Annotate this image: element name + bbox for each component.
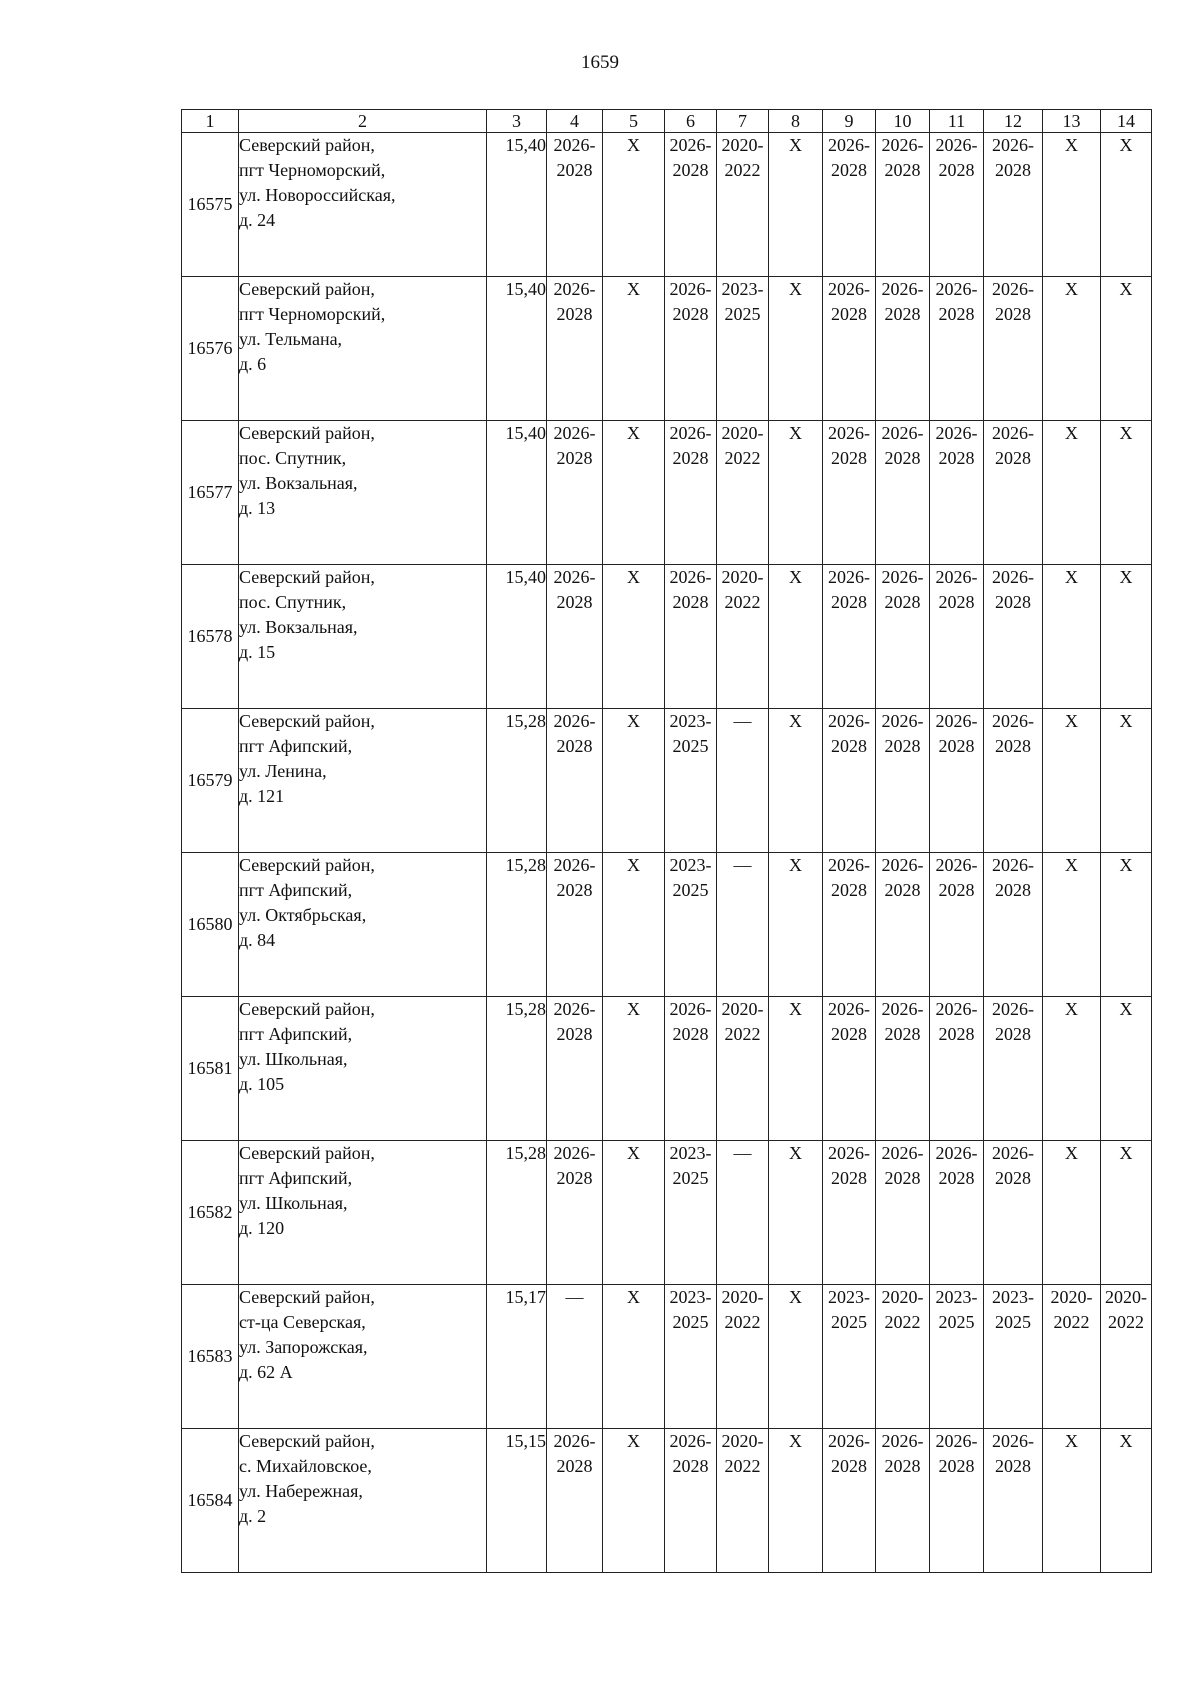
column-header-9: 9 — [823, 110, 876, 133]
cell-col-7: 2020- 2022 — [717, 421, 769, 565]
cell-col-5: X — [603, 421, 665, 565]
address-line: пос. Спутник, — [239, 592, 347, 612]
cell-col-10: 2026- 2028 — [876, 997, 930, 1141]
cell-col-8: X — [769, 709, 823, 853]
cell-col-10: 2020- 2022 — [876, 1285, 930, 1429]
cell-col-8: X — [769, 1429, 823, 1573]
cell-col-6: 2023- 2025 — [665, 853, 717, 997]
table-row — [182, 277, 1152, 421]
cell-col-4: — — [547, 1285, 603, 1429]
cell-col-13: X — [1043, 1429, 1101, 1573]
cell-col-4: 2026- 2028 — [547, 565, 603, 709]
cell-col-13: X — [1043, 277, 1101, 421]
cell-col-11: 2026- 2028 — [930, 1429, 984, 1573]
column-header-4: 4 — [547, 110, 603, 133]
cell-col-5: X — [603, 709, 665, 853]
cell-col-12: 2026- 2028 — [984, 133, 1043, 277]
address-line: Северский район, — [239, 135, 375, 155]
cell-col-8: X — [769, 421, 823, 565]
page-number: 1659 — [581, 52, 619, 73]
row-number: 16575 — [182, 133, 239, 277]
address-line: пгт Афипский, — [239, 1024, 353, 1044]
cell-col-10: 2026- 2028 — [876, 565, 930, 709]
cell-col-14: X — [1101, 1429, 1152, 1573]
cell-col-4: 2026- 2028 — [547, 277, 603, 421]
cell-col-12: 2026- 2028 — [984, 1429, 1043, 1573]
address-line: ул. Октябрьская, — [239, 905, 367, 925]
cell-col-5: X — [603, 133, 665, 277]
address-cell — [239, 565, 487, 709]
address-cell — [239, 421, 487, 565]
row-number: 16584 — [182, 1429, 239, 1573]
address-line: д. 62 А — [239, 1362, 293, 1382]
address-line: пгт Черноморский, — [239, 160, 386, 180]
column-header-5: 5 — [603, 110, 665, 133]
address-line: ст-ца Северская, — [239, 1312, 366, 1332]
cell-col-11: 2026- 2028 — [930, 277, 984, 421]
table-row — [182, 1429, 1152, 1573]
row-number: 16582 — [182, 1141, 239, 1285]
address-line: Северский район, — [239, 279, 375, 299]
address-line: Северский район, — [239, 423, 375, 443]
column-header-8: 8 — [769, 110, 823, 133]
cell-col-8: X — [769, 1141, 823, 1285]
cell-col-6: 2023- 2025 — [665, 1285, 717, 1429]
cell-col-13: X — [1043, 133, 1101, 277]
address-line: ул. Вокзальная, — [239, 473, 358, 493]
cell-col-4: 2026- 2028 — [547, 1141, 603, 1285]
cell-col-7: 2020- 2022 — [717, 997, 769, 1141]
table-row — [182, 421, 1152, 565]
cell-col-4: 2026- 2028 — [547, 133, 603, 277]
cell-col-3: 15,28 — [487, 1141, 547, 1285]
cell-col-3: 15,17 — [487, 1285, 547, 1429]
address-line: ул. Новороссийская, — [239, 185, 396, 205]
cell-col-11: 2023- 2025 — [930, 1285, 984, 1429]
address-line: Северский район, — [239, 1431, 375, 1451]
cell-col-6: 2023- 2025 — [665, 1141, 717, 1285]
cell-col-8: X — [769, 277, 823, 421]
cell-col-10: 2026- 2028 — [876, 709, 930, 853]
cell-col-6: 2026- 2028 — [665, 1429, 717, 1573]
cell-col-9: 2026- 2028 — [823, 565, 876, 709]
table-row — [182, 133, 1152, 277]
cell-col-10: 2026- 2028 — [876, 421, 930, 565]
cell-col-11: 2026- 2028 — [930, 565, 984, 709]
cell-col-9: 2026- 2028 — [823, 1429, 876, 1573]
cell-col-5: X — [603, 1141, 665, 1285]
cell-col-10: 2026- 2028 — [876, 853, 930, 997]
table-row — [182, 565, 1152, 709]
address-line: ул. Ленина, — [239, 761, 327, 781]
cell-col-9: 2026- 2028 — [823, 133, 876, 277]
cell-col-7: 2020- 2022 — [717, 133, 769, 277]
cell-col-14: 2020- 2022 — [1101, 1285, 1152, 1429]
cell-col-11: 2026- 2028 — [930, 1141, 984, 1285]
cell-col-14: X — [1101, 1141, 1152, 1285]
cell-col-7: 2020- 2022 — [717, 565, 769, 709]
cell-col-13: X — [1043, 1141, 1101, 1285]
table-row — [182, 997, 1152, 1141]
cell-col-7: — — [717, 853, 769, 997]
cell-col-9: 2026- 2028 — [823, 997, 876, 1141]
column-header-2: 2 — [239, 110, 487, 133]
row-number: 16579 — [182, 709, 239, 853]
cell-col-3: 15,40 — [487, 277, 547, 421]
cell-col-8: X — [769, 997, 823, 1141]
cell-col-3: 15,28 — [487, 853, 547, 997]
column-header-10: 10 — [876, 110, 930, 133]
address-cell — [239, 277, 487, 421]
cell-col-5: X — [603, 1285, 665, 1429]
address-line: пгт Афипский, — [239, 1168, 353, 1188]
cell-col-14: X — [1101, 565, 1152, 709]
column-header-13: 13 — [1043, 110, 1101, 133]
cell-col-9: 2026- 2028 — [823, 709, 876, 853]
cell-col-10: 2026- 2028 — [876, 133, 930, 277]
cell-col-12: 2026- 2028 — [984, 1141, 1043, 1285]
cell-col-5: X — [603, 853, 665, 997]
row-number: 16583 — [182, 1285, 239, 1429]
address-line: Северский район, — [239, 711, 375, 731]
cell-col-14: X — [1101, 997, 1152, 1141]
cell-col-12: 2026- 2028 — [984, 709, 1043, 853]
cell-col-4: 2026- 2028 — [547, 853, 603, 997]
cell-col-4: 2026- 2028 — [547, 1429, 603, 1573]
address-line: Северский район, — [239, 999, 375, 1019]
column-header-6: 6 — [665, 110, 717, 133]
address-line: пгт Черноморский, — [239, 304, 386, 324]
cell-col-10: 2026- 2028 — [876, 1141, 930, 1285]
cell-col-13: X — [1043, 709, 1101, 853]
address-line: Северский район, — [239, 567, 375, 587]
cell-col-14: X — [1101, 277, 1152, 421]
table-row — [182, 853, 1152, 997]
cell-col-12: 2026- 2028 — [984, 853, 1043, 997]
cell-col-9: 2023- 2025 — [823, 1285, 876, 1429]
cell-col-7: 2020- 2022 — [717, 1429, 769, 1573]
cell-col-11: 2026- 2028 — [930, 421, 984, 565]
address-cell — [239, 853, 487, 997]
cell-col-4: 2026- 2028 — [547, 997, 603, 1141]
column-header-1: 1 — [182, 110, 239, 133]
address-cell — [239, 1429, 487, 1573]
cell-col-14: X — [1101, 853, 1152, 997]
cell-col-13: X — [1043, 853, 1101, 997]
cell-col-3: 15,40 — [487, 133, 547, 277]
address-line: Северский район, — [239, 1287, 375, 1307]
address-cell — [239, 1285, 487, 1429]
cell-col-7: 2023- 2025 — [717, 277, 769, 421]
address-line: пгт Афипский, — [239, 880, 353, 900]
cell-col-14: X — [1101, 133, 1152, 277]
address-line: ул. Набережная, — [239, 1481, 363, 1501]
cell-col-8: X — [769, 133, 823, 277]
cell-col-6: 2026- 2028 — [665, 133, 717, 277]
cell-col-7: — — [717, 709, 769, 853]
table-row — [182, 1285, 1152, 1429]
cell-col-6: 2026- 2028 — [665, 565, 717, 709]
cell-col-6: 2026- 2028 — [665, 421, 717, 565]
address-line: д. 121 — [239, 786, 285, 806]
cell-col-8: X — [769, 565, 823, 709]
table-body — [182, 133, 1152, 1573]
row-number: 16581 — [182, 997, 239, 1141]
address-line: д. 6 — [239, 354, 267, 374]
cell-col-6: 2026- 2028 — [665, 277, 717, 421]
table-row — [182, 709, 1152, 853]
cell-col-3: 15,28 — [487, 997, 547, 1141]
address-cell — [239, 1141, 487, 1285]
cell-col-7: — — [717, 1141, 769, 1285]
address-line: д. 105 — [239, 1074, 285, 1094]
cell-col-9: 2026- 2028 — [823, 421, 876, 565]
cell-col-4: 2026- 2028 — [547, 709, 603, 853]
cell-col-8: X — [769, 853, 823, 997]
address-line: д. 84 — [239, 930, 276, 950]
cell-col-4: 2026- 2028 — [547, 421, 603, 565]
cell-col-5: X — [603, 997, 665, 1141]
address-cell — [239, 133, 487, 277]
column-header-7: 7 — [717, 110, 769, 133]
cell-col-13: 2020- 2022 — [1043, 1285, 1101, 1429]
cell-col-3: 15,40 — [487, 565, 547, 709]
address-line: пгт Афипский, — [239, 736, 353, 756]
address-line: ул. Вокзальная, — [239, 617, 358, 637]
cell-col-14: X — [1101, 709, 1152, 853]
cell-col-3: 15,28 — [487, 709, 547, 853]
cell-col-11: 2026- 2028 — [930, 997, 984, 1141]
address-line: Северский район, — [239, 1143, 375, 1163]
cell-col-6: 2023- 2025 — [665, 709, 717, 853]
cell-col-9: 2026- 2028 — [823, 853, 876, 997]
cell-col-5: X — [603, 1429, 665, 1573]
row-number: 16578 — [182, 565, 239, 709]
cell-col-12: 2026- 2028 — [984, 421, 1043, 565]
address-line: ул. Запорожская, — [239, 1337, 368, 1357]
cell-col-13: X — [1043, 997, 1101, 1141]
cell-col-8: X — [769, 1285, 823, 1429]
address-line: ул. Тельмана, — [239, 329, 343, 349]
cell-col-3: 15,15 — [487, 1429, 547, 1573]
address-line: д. 15 — [239, 642, 276, 662]
address-line: пос. Спутник, — [239, 448, 347, 468]
address-line: Северский район, — [239, 855, 375, 875]
cell-col-12: 2026- 2028 — [984, 565, 1043, 709]
address-line: д. 120 — [239, 1218, 285, 1238]
cell-col-3: 15,40 — [487, 421, 547, 565]
cell-col-9: 2026- 2028 — [823, 1141, 876, 1285]
cell-col-9: 2026- 2028 — [823, 277, 876, 421]
cell-col-14: X — [1101, 421, 1152, 565]
cell-col-10: 2026- 2028 — [876, 1429, 930, 1573]
cell-col-10: 2026- 2028 — [876, 277, 930, 421]
address-cell — [239, 709, 487, 853]
cell-col-7: 2020- 2022 — [717, 1285, 769, 1429]
column-header-14: 14 — [1101, 110, 1152, 133]
row-number: 16580 — [182, 853, 239, 997]
cell-col-11: 2026- 2028 — [930, 853, 984, 997]
cell-col-13: X — [1043, 421, 1101, 565]
address-line: с. Михайловское, — [239, 1456, 372, 1476]
table-row — [182, 1141, 1152, 1285]
row-number: 16577 — [182, 421, 239, 565]
row-number: 16576 — [182, 277, 239, 421]
address-line: д. 24 — [239, 210, 276, 230]
address-line: д. 2 — [239, 1506, 267, 1526]
cell-col-5: X — [603, 565, 665, 709]
cell-col-12: 2026- 2028 — [984, 997, 1043, 1141]
cell-col-6: 2026- 2028 — [665, 997, 717, 1141]
cell-col-13: X — [1043, 565, 1101, 709]
column-header-3: 3 — [487, 110, 547, 133]
cell-col-5: X — [603, 277, 665, 421]
column-header-11: 11 — [930, 110, 984, 133]
address-line: ул. Школьная, — [239, 1049, 348, 1069]
register-table — [181, 109, 1152, 1573]
address-cell — [239, 997, 487, 1141]
cell-col-12: 2023- 2025 — [984, 1285, 1043, 1429]
address-line: ул. Школьная, — [239, 1193, 348, 1213]
cell-col-12: 2026- 2028 — [984, 277, 1043, 421]
address-line: д. 13 — [239, 498, 276, 518]
column-header-12: 12 — [984, 110, 1043, 133]
header-row — [182, 110, 1152, 133]
cell-col-11: 2026- 2028 — [930, 133, 984, 277]
cell-col-11: 2026- 2028 — [930, 709, 984, 853]
